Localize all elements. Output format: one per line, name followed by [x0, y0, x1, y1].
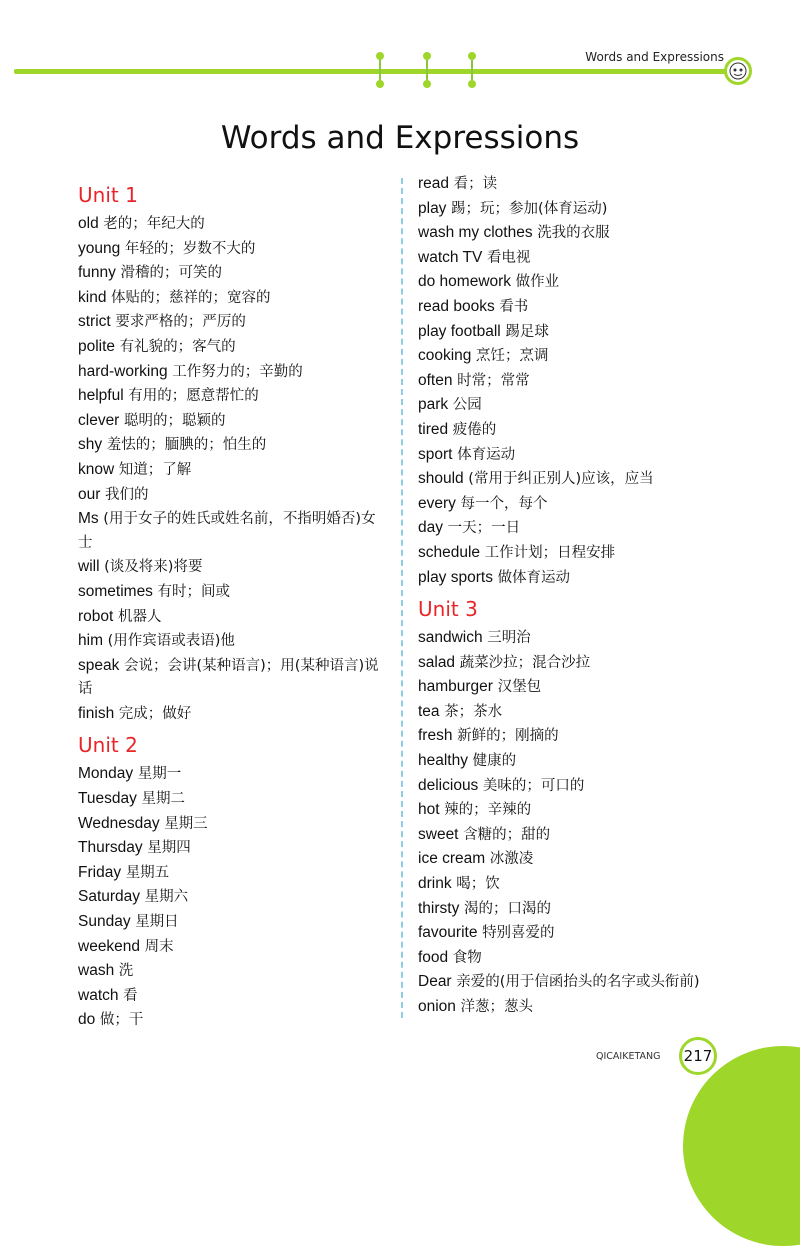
vocab-word: drink	[418, 875, 452, 893]
vocab-entry	[418, 823, 758, 848]
vocab-definition: 时常；常常	[457, 372, 530, 389]
vocab-definition: 渴的；口渴的	[463, 900, 551, 917]
vocab-word: delicious	[418, 776, 479, 794]
vocab-word: speak	[78, 656, 120, 674]
vocab-entry	[78, 1008, 388, 1033]
vocab-definition: 体育运动	[457, 446, 516, 463]
vocab-word: sometimes	[78, 582, 153, 600]
page-title: Words and Expressions	[220, 120, 580, 156]
vocab-entry	[78, 555, 388, 580]
vocab-entry	[78, 335, 388, 360]
vocab-definition: (谈及将来)将要	[104, 559, 203, 576]
vocab-definition: 星期三	[164, 815, 208, 832]
unit-2-heading: Unit 2	[78, 733, 138, 758]
vocab-word: know	[78, 460, 115, 478]
vocab-word: Monday	[78, 765, 134, 783]
vocab-entry	[78, 286, 388, 311]
vocab-word: cooking	[418, 347, 472, 365]
vocab-word: wash my clothes	[418, 224, 533, 242]
vocab-word: play football	[418, 322, 501, 340]
vocab-definition: 聪明的；聪颖的	[123, 412, 226, 429]
vocab-definition: 有礼貌的；客气的	[119, 338, 236, 355]
unit-2-continued-list	[418, 172, 758, 590]
vocab-entry	[78, 310, 388, 335]
vocab-word: favourite	[418, 924, 478, 942]
vocab-word: Ms	[78, 510, 99, 528]
vocab-definition: 新鲜的；刚摘的	[457, 728, 559, 745]
vocab-word: tea	[418, 702, 440, 720]
vocab-definition: (用作宾语或表语)他	[107, 633, 235, 650]
vocab-definition: 年轻的；岁数不大的	[124, 240, 256, 257]
vocab-definition: 公园	[452, 397, 482, 414]
vocab-word: ice cream	[418, 850, 486, 868]
left-column	[78, 182, 388, 1033]
vocab-definition: 特别喜爱的	[482, 925, 555, 942]
vocab-definition: 含糖的；甜的	[463, 826, 551, 843]
vocab-word: often	[418, 371, 453, 389]
vocab-definition: 健康的	[472, 753, 517, 770]
vocab-entry	[78, 935, 388, 960]
vocab-entry	[78, 409, 388, 434]
vocab-definition: 星期四	[147, 840, 191, 857]
vocab-definition: 做；干	[99, 1012, 144, 1029]
vocab-definition: 体贴的；慈祥的；宽容的	[111, 289, 271, 306]
vocab-word: strict	[78, 313, 111, 331]
vocab-entry	[418, 675, 758, 700]
vocab-word: sport	[418, 445, 453, 463]
vocab-word: play	[418, 199, 447, 217]
vocab-entry	[418, 467, 758, 492]
vocab-definition: 周末	[144, 938, 174, 955]
vocab-entry	[78, 984, 388, 1009]
vocab-word: clever	[78, 411, 120, 429]
vocab-word: read books	[418, 297, 495, 315]
vocab-definition: 看书	[499, 298, 529, 315]
right-column	[418, 172, 758, 1020]
vocab-entry	[418, 921, 758, 946]
vocab-word: Saturday	[78, 888, 141, 906]
vocab-word: salad	[418, 653, 456, 671]
vocab-entry	[78, 885, 388, 910]
vocab-entry	[78, 458, 388, 483]
vocab-definition: 我们的	[105, 486, 149, 503]
vocab-word: Friday	[78, 863, 122, 881]
vocab-entry	[78, 212, 388, 237]
vocab-word: tired	[418, 420, 449, 438]
vocab-definition: 会说；会讲(某种语言)；用(某种语言)说话	[78, 657, 379, 698]
vocab-word: play sports	[418, 568, 493, 586]
vocab-entry	[78, 237, 388, 262]
vocab-word: healthy	[418, 752, 468, 770]
vocab-definition: 喝；饮	[456, 876, 500, 893]
vocab-definition: 每一个，每个	[460, 495, 548, 512]
vocab-word: watch	[78, 986, 119, 1004]
vocab-word: do	[78, 1011, 96, 1029]
vocab-entry	[78, 836, 388, 861]
vocab-definition: 星期日	[135, 914, 179, 931]
vocab-definition: 茶；茶水	[444, 703, 503, 720]
vocab-entry	[418, 566, 758, 591]
vocab-entry	[418, 246, 758, 271]
vocab-definition: 有用的；愿意帮忙的	[128, 388, 259, 405]
vocab-definition: (用于女子的姓氏或姓名前，不指明婚否)女士	[78, 511, 376, 551]
vocab-word: schedule	[418, 543, 481, 561]
page-number: 217	[679, 1037, 717, 1075]
vocab-definition: 冰激凌	[489, 851, 534, 868]
vocab-definition: 洗我的衣服	[537, 225, 610, 242]
vocab-entry	[78, 702, 388, 727]
vocab-definition: 汉堡包	[497, 679, 542, 696]
vocab-word: sweet	[418, 825, 459, 843]
vocab-word: kind	[78, 288, 107, 306]
vocab-entry	[78, 360, 388, 385]
vocab-definition: 滑稽的；可笑的	[120, 265, 223, 282]
vocab-entry	[78, 629, 388, 654]
vocab-definition: 踢足球	[505, 323, 549, 340]
vocab-word: every	[418, 494, 456, 512]
vocab-entry	[418, 172, 758, 197]
column-divider	[401, 178, 403, 1018]
vocab-entry	[418, 516, 758, 541]
vocab-word: polite	[78, 337, 116, 355]
vocab-entry	[418, 270, 758, 295]
vocab-entry	[78, 433, 388, 458]
vocab-word: Tuesday	[78, 790, 137, 808]
vocab-definition: 星期五	[125, 864, 170, 881]
vocab-word: food	[418, 948, 449, 966]
vocab-word: Thursday	[78, 839, 143, 857]
vocab-entry	[78, 654, 388, 702]
vocab-entry	[78, 483, 388, 508]
vocab-word: finish	[78, 704, 115, 722]
vocab-definition: 有时；间或	[157, 583, 231, 600]
vocab-word: thirsty	[418, 899, 460, 917]
vocab-word: Wednesday	[78, 814, 160, 832]
binder-clip-icon	[423, 52, 431, 88]
vocab-definition: 星期二	[141, 791, 185, 808]
vocab-entry	[418, 700, 758, 725]
vocab-definition: 做体育运动	[497, 569, 571, 586]
vocab-definition: 看；读	[453, 176, 498, 192]
vocab-definition: 踢；玩；参加(体育运动)	[451, 200, 608, 217]
vocab-word: Sunday	[78, 913, 131, 931]
vocab-entry	[78, 787, 388, 812]
vocab-definition: 羞怯的；腼腆的；怕生的	[106, 437, 267, 454]
vocab-definition: 完成；做好	[118, 705, 192, 722]
vocab-entry	[78, 580, 388, 605]
vocab-word: Dear	[418, 973, 452, 991]
vocab-entry	[418, 418, 758, 443]
vocab-word: park	[418, 396, 449, 414]
vocab-definition: 疲倦的	[452, 421, 497, 438]
vocab-word: should	[418, 470, 464, 488]
unit-1-list	[78, 212, 388, 726]
vocab-entry	[78, 959, 388, 984]
vocab-definition: 老的；年纪大的	[103, 216, 205, 232]
vocab-definition: 要求严格的；严厉的	[115, 314, 246, 331]
vocab-entry	[418, 872, 758, 897]
vocab-entry	[418, 798, 758, 823]
vocab-entry	[418, 344, 758, 369]
vocab-entry	[418, 492, 758, 517]
vocab-entry	[78, 861, 388, 886]
vocab-word: watch TV	[418, 248, 483, 266]
vocab-word: wash	[78, 962, 115, 980]
vocab-word: funny	[78, 264, 116, 282]
vocab-entry	[418, 847, 758, 872]
vocab-entry	[78, 507, 388, 555]
vocab-definition: 三明治	[487, 630, 531, 647]
vocab-entry	[78, 384, 388, 409]
vocab-entry	[418, 651, 758, 676]
vocab-word: hamburger	[418, 678, 493, 696]
vocab-entry	[418, 995, 758, 1020]
vocab-word: do homework	[418, 273, 512, 291]
header-label: Words and Expressions	[585, 50, 724, 64]
vocab-word: our	[78, 485, 101, 503]
vocab-word: old	[78, 215, 99, 232]
vocab-definition: 蔬菜沙拉；混合沙拉	[459, 654, 591, 671]
vocab-entry	[78, 762, 388, 787]
vocab-word: sandwich	[418, 629, 483, 647]
vocab-word: fresh	[418, 727, 453, 745]
vocab-word: shy	[78, 436, 103, 454]
vocab-entry	[418, 724, 758, 749]
unit-3-heading: Unit 3	[418, 597, 478, 622]
vocab-word: read	[418, 175, 450, 192]
vocab-definition: 洗	[118, 963, 134, 980]
footer-brand: QICAIKETANG	[596, 1051, 661, 1062]
vocab-entry	[418, 749, 758, 774]
vocab-entry	[418, 221, 758, 246]
vocab-entry	[418, 393, 758, 418]
vocab-definition: 做作业	[515, 274, 560, 291]
vocab-definition: 星期六	[144, 889, 189, 906]
vocab-entry	[418, 897, 758, 922]
vocab-definition: 工作计划；日程安排	[484, 544, 616, 561]
vocab-word: young	[78, 239, 121, 257]
vocab-definition: 知道；了解	[118, 461, 192, 478]
vocab-definition: (常用于纠正别人)应该，应当	[468, 471, 654, 488]
unit-2-list	[78, 762, 388, 1033]
vocab-entry	[418, 970, 758, 995]
vocab-definition: 机器人	[117, 608, 162, 625]
vocab-definition: 洋葱；葱头	[460, 999, 534, 1015]
vocab-definition: 烹饪；烹调	[476, 348, 549, 365]
vocab-word: will	[78, 558, 100, 576]
mascot-icon	[724, 57, 752, 85]
vocab-definition: 美味的；可口的	[482, 777, 585, 794]
vocab-entry	[78, 605, 388, 630]
vocab-word: onion	[418, 998, 456, 1015]
vocab-definition: 工作努力的；辛勤的	[172, 363, 303, 380]
binder-clip-icon	[376, 52, 384, 88]
vocab-entry	[418, 320, 758, 345]
vocab-word: him	[78, 632, 103, 650]
vocab-word: hot	[418, 801, 440, 819]
vocab-word: weekend	[78, 937, 141, 955]
vocab-definition: 看	[123, 987, 138, 1004]
vocab-entry	[418, 197, 758, 222]
vocab-definition: 看电视	[486, 249, 531, 266]
vocab-definition: 辣的；辛辣的	[444, 802, 532, 819]
vocab-definition: 一天；一日	[447, 520, 521, 537]
corner-decoration	[683, 1046, 800, 1246]
vocab-entry	[78, 910, 388, 935]
vocab-word: hard-working	[78, 362, 168, 380]
vocab-entry	[418, 626, 758, 651]
unit-1-heading: Unit 1	[78, 183, 138, 207]
vocab-definition: 食物	[452, 949, 482, 966]
vocab-definition: 星期一	[137, 766, 182, 783]
vocab-word: helpful	[78, 387, 124, 405]
vocab-entry	[418, 295, 758, 320]
binder-clip-icon	[468, 52, 476, 88]
vocab-entry	[418, 443, 758, 468]
vocab-entry	[418, 541, 758, 566]
vocab-entry	[418, 369, 758, 394]
vocab-entry	[78, 261, 388, 286]
vocab-entry	[418, 774, 758, 799]
vocab-word: day	[418, 519, 443, 537]
unit-3-list	[418, 626, 758, 1020]
vocab-definition: 亲爱的(用于信函抬头的名字或头衔前)	[456, 974, 700, 991]
vocab-word: robot	[78, 607, 114, 625]
vocab-entry	[78, 812, 388, 837]
vocab-entry	[418, 946, 758, 971]
